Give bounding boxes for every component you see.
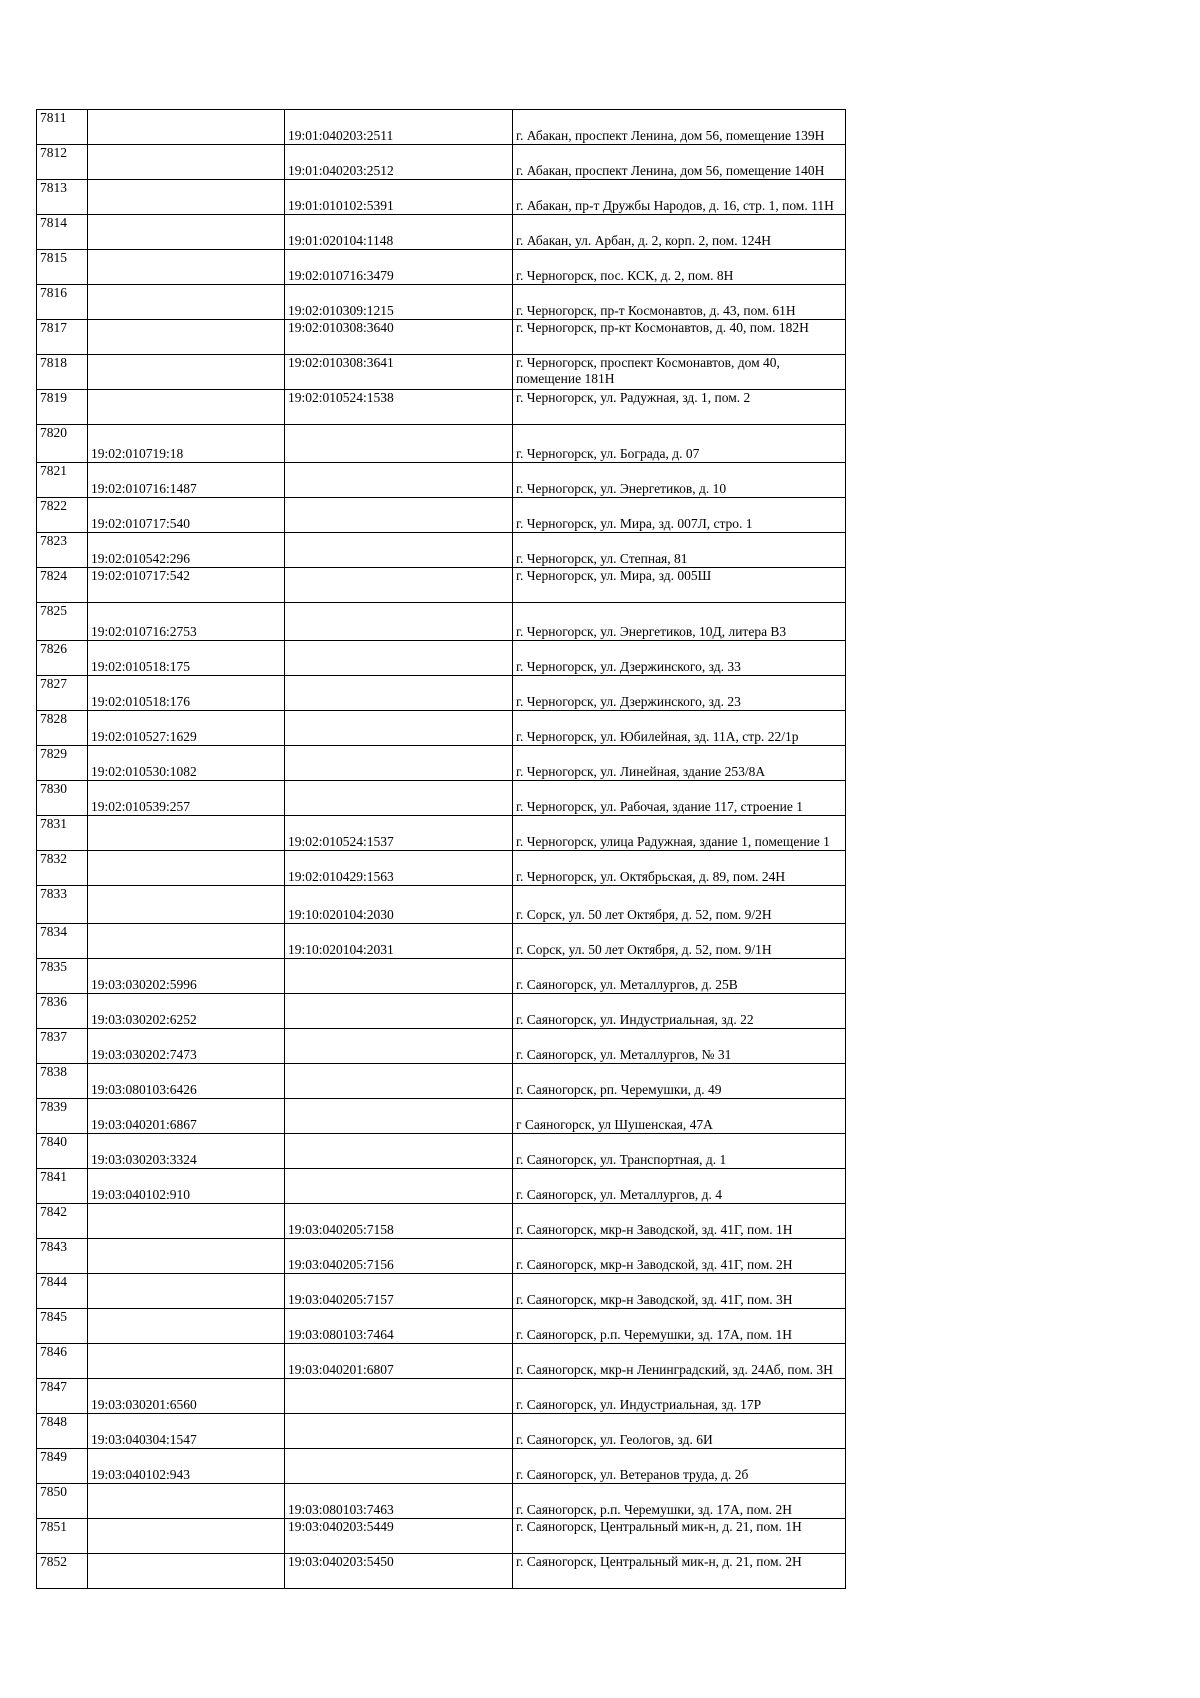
building-cadastral-number-cell: 19:10:020104:2031 bbox=[285, 924, 513, 959]
address-cell: г. Сорск, ул. 50 лет Октября, д. 52, пом. 9/2Н bbox=[513, 886, 846, 924]
row-number-cell: 7839 bbox=[37, 1099, 88, 1134]
land-cadastral-number-cell bbox=[88, 1554, 285, 1589]
row-number-cell: 7834 bbox=[37, 924, 88, 959]
table-row bbox=[37, 924, 846, 959]
row-number-cell: 7841 bbox=[37, 1169, 88, 1204]
address-cell: г. Саяногорск, мкр-н Заводской, зд. 41Г, пом. 1Н bbox=[513, 1204, 846, 1239]
row-number-cell: 7829 bbox=[37, 746, 88, 781]
table-row bbox=[37, 1029, 846, 1064]
land-cadastral-number-cell bbox=[88, 1309, 285, 1344]
address-cell: г. Черногорск, ул. Октябрьская, д. 89, пом. 24Н bbox=[513, 851, 846, 886]
address-cell: г. Саяногорск, Центральный мик-н, д. 21, пом. 2Н bbox=[513, 1554, 846, 1589]
table-row bbox=[37, 746, 846, 781]
row-number-cell: 7814 bbox=[37, 215, 88, 250]
address-cell: г. Саяногорск, ул. Металлургов, № 31 bbox=[513, 1029, 846, 1064]
land-cadastral-number-cell: 19:02:010518:176 bbox=[88, 676, 285, 711]
building-cadastral-number-cell: 19:01:040203:2511 bbox=[285, 110, 513, 145]
building-cadastral-number-cell bbox=[285, 994, 513, 1029]
building-cadastral-number-cell bbox=[285, 498, 513, 533]
address-cell: г. Абакан, проспект Ленина, дом 56, помещение 140Н bbox=[513, 145, 846, 180]
table-row bbox=[37, 568, 846, 603]
row-number-cell: 7812 bbox=[37, 145, 88, 180]
row-number-cell: 7822 bbox=[37, 498, 88, 533]
row-number-cell: 7847 bbox=[37, 1379, 88, 1414]
table-row bbox=[37, 816, 846, 851]
row-number-cell: 7813 bbox=[37, 180, 88, 215]
address-cell: г. Черногорск, ул. Бограда, д. 07 bbox=[513, 425, 846, 463]
table-row bbox=[37, 781, 846, 816]
address-cell: г. Черногорск, ул. Энергетиков, д. 10 bbox=[513, 463, 846, 498]
land-cadastral-number-cell bbox=[88, 1274, 285, 1309]
row-number-cell: 7846 bbox=[37, 1344, 88, 1379]
building-cadastral-number-cell bbox=[285, 1414, 513, 1449]
row-number-cell: 7819 bbox=[37, 390, 88, 425]
row-number-cell: 7852 bbox=[37, 1554, 88, 1589]
land-cadastral-number-cell: 19:02:010527:1629 bbox=[88, 711, 285, 746]
table-row bbox=[37, 1519, 846, 1554]
table-body bbox=[37, 110, 846, 1589]
row-number-cell: 7817 bbox=[37, 320, 88, 355]
land-cadastral-number-cell bbox=[88, 285, 285, 320]
address-cell: г. Черногорск, ул. Линейная, здание 253/8А bbox=[513, 746, 846, 781]
table-row bbox=[37, 1484, 846, 1519]
building-cadastral-number-cell: 19:01:020104:1148 bbox=[285, 215, 513, 250]
row-number-cell: 7850 bbox=[37, 1484, 88, 1519]
row-number-cell: 7826 bbox=[37, 641, 88, 676]
address-cell: г. Абакан, ул. Арбан, д. 2, корп. 2, пом. 124Н bbox=[513, 215, 846, 250]
row-number-cell: 7823 bbox=[37, 533, 88, 568]
land-cadastral-number-cell bbox=[88, 390, 285, 425]
building-cadastral-number-cell bbox=[285, 1134, 513, 1169]
row-number-cell: 7820 bbox=[37, 425, 88, 463]
land-cadastral-number-cell: 19:02:010717:542 bbox=[88, 568, 285, 603]
address-cell: г. Черногорск, ул. Радужная, зд. 1, пом. 2 bbox=[513, 390, 846, 425]
address-cell: г. Саяногорск, ул. Металлургов, д. 4 bbox=[513, 1169, 846, 1204]
row-number-cell: 7824 bbox=[37, 568, 88, 603]
land-cadastral-number-cell: 19:02:010518:175 bbox=[88, 641, 285, 676]
table-row bbox=[37, 180, 846, 215]
land-cadastral-number-cell: 19:02:010539:257 bbox=[88, 781, 285, 816]
land-cadastral-number-cell: 19:03:030202:6252 bbox=[88, 994, 285, 1029]
land-cadastral-number-cell: 19:02:010717:540 bbox=[88, 498, 285, 533]
table-row bbox=[37, 1309, 846, 1344]
building-cadastral-number-cell: 19:03:040205:7158 bbox=[285, 1204, 513, 1239]
row-number-cell: 7827 bbox=[37, 676, 88, 711]
row-number-cell: 7818 bbox=[37, 355, 88, 390]
table-row bbox=[37, 285, 846, 320]
address-cell: г. Черногорск, ул. Степная, 81 bbox=[513, 533, 846, 568]
address-cell: г. Саяногорск, р.п. Черемушки, зд. 17А, пом. 2Н bbox=[513, 1484, 846, 1519]
building-cadastral-number-cell: 19:03:040205:7157 bbox=[285, 1274, 513, 1309]
address-cell: г. Саяногорск, ул. Индустриальная, зд. 17Р bbox=[513, 1379, 846, 1414]
building-cadastral-number-cell: 19:10:020104:2030 bbox=[285, 886, 513, 924]
building-cadastral-number-cell: 19:01:040203:2512 bbox=[285, 145, 513, 180]
table-row bbox=[37, 1134, 846, 1169]
table-row bbox=[37, 959, 846, 994]
row-number-cell: 7830 bbox=[37, 781, 88, 816]
building-cadastral-number-cell bbox=[285, 711, 513, 746]
address-cell: г. Черногорск, пр-т Космонавтов, д. 43, пом. 61Н bbox=[513, 285, 846, 320]
land-cadastral-number-cell bbox=[88, 1519, 285, 1554]
row-number-cell: 7848 bbox=[37, 1414, 88, 1449]
table-row bbox=[37, 145, 846, 180]
building-cadastral-number-cell: 19:02:010308:3641 bbox=[285, 355, 513, 390]
table-row bbox=[37, 603, 846, 641]
land-cadastral-number-cell: 19:03:040102:910 bbox=[88, 1169, 285, 1204]
address-cell: г. Черногорск, ул. Энергетиков, 10Д, литера В3 bbox=[513, 603, 846, 641]
table-row bbox=[37, 1064, 846, 1099]
row-number-cell: 7835 bbox=[37, 959, 88, 994]
table-row bbox=[37, 215, 846, 250]
table-row bbox=[37, 886, 846, 924]
land-cadastral-number-cell: 19:03:030202:5996 bbox=[88, 959, 285, 994]
row-number-cell: 7837 bbox=[37, 1029, 88, 1064]
row-number-cell: 7833 bbox=[37, 886, 88, 924]
land-cadastral-number-cell bbox=[88, 320, 285, 355]
land-cadastral-number-cell bbox=[88, 1344, 285, 1379]
table-row bbox=[37, 390, 846, 425]
building-cadastral-number-cell: 19:01:010102:5391 bbox=[285, 180, 513, 215]
row-number-cell: 7821 bbox=[37, 463, 88, 498]
building-cadastral-number-cell: 19:03:040205:7156 bbox=[285, 1239, 513, 1274]
row-number-cell: 7832 bbox=[37, 851, 88, 886]
address-cell: г. Сорск, ул. 50 лет Октября, д. 52, пом. 9/1Н bbox=[513, 924, 846, 959]
table-row bbox=[37, 676, 846, 711]
row-number-cell: 7845 bbox=[37, 1309, 88, 1344]
building-cadastral-number-cell: 19:02:010524:1538 bbox=[285, 390, 513, 425]
land-cadastral-number-cell: 19:03:030202:7473 bbox=[88, 1029, 285, 1064]
table-row bbox=[37, 711, 846, 746]
building-cadastral-number-cell bbox=[285, 746, 513, 781]
building-cadastral-number-cell: 19:03:040201:6807 bbox=[285, 1344, 513, 1379]
table-row bbox=[37, 1449, 846, 1484]
row-number-cell: 7811 bbox=[37, 110, 88, 145]
address-cell: г. Черногорск, пр-кт Космонавтов, д. 40, пом. 182Н bbox=[513, 320, 846, 355]
table-row bbox=[37, 1239, 846, 1274]
building-cadastral-number-cell bbox=[285, 781, 513, 816]
address-cell: г. Черногорск, ул. Рабочая, здание 117, строение 1 bbox=[513, 781, 846, 816]
table-row bbox=[37, 1379, 846, 1414]
building-cadastral-number-cell bbox=[285, 568, 513, 603]
building-cadastral-number-cell: 19:03:080103:7464 bbox=[285, 1309, 513, 1344]
land-cadastral-number-cell bbox=[88, 355, 285, 390]
building-cadastral-number-cell: 19:02:010429:1563 bbox=[285, 851, 513, 886]
land-cadastral-number-cell: 19:02:010716:2753 bbox=[88, 603, 285, 641]
land-cadastral-number-cell: 19:03:080103:6426 bbox=[88, 1064, 285, 1099]
table-row bbox=[37, 994, 846, 1029]
building-cadastral-number-cell bbox=[285, 425, 513, 463]
table-row bbox=[37, 1414, 846, 1449]
row-number-cell: 7831 bbox=[37, 816, 88, 851]
land-cadastral-number-cell: 19:02:010542:296 bbox=[88, 533, 285, 568]
land-cadastral-number-cell: 19:02:010530:1082 bbox=[88, 746, 285, 781]
land-cadastral-number-cell: 19:03:030203:3324 bbox=[88, 1134, 285, 1169]
row-number-cell: 7816 bbox=[37, 285, 88, 320]
building-cadastral-number-cell: 19:02:010716:3479 bbox=[285, 250, 513, 285]
building-cadastral-number-cell bbox=[285, 1064, 513, 1099]
table-row bbox=[37, 533, 846, 568]
address-cell: г. Черногорск, ул. Мира, зд. 005Ш bbox=[513, 568, 846, 603]
building-cadastral-number-cell bbox=[285, 603, 513, 641]
land-cadastral-number-cell: 19:02:010716:1487 bbox=[88, 463, 285, 498]
land-cadastral-number-cell bbox=[88, 1204, 285, 1239]
address-cell: г. Черногорск, ул. Мира, зд. 007Л, стро. 1 bbox=[513, 498, 846, 533]
address-cell: г. Черногорск, ул. Юбилейная, зд. 11А, стр. 22/1р bbox=[513, 711, 846, 746]
property-table bbox=[36, 109, 846, 1589]
address-cell: г. Черногорск, проспект Космонавтов, дом 40, помещение 181Н bbox=[513, 355, 846, 390]
building-cadastral-number-cell bbox=[285, 676, 513, 711]
land-cadastral-number-cell: 19:03:040304:1547 bbox=[88, 1414, 285, 1449]
building-cadastral-number-cell bbox=[285, 1379, 513, 1414]
building-cadastral-number-cell: 19:03:040203:5450 bbox=[285, 1554, 513, 1589]
building-cadastral-number-cell bbox=[285, 533, 513, 568]
address-cell: г. Саяногорск, р.п. Черемушки, зд. 17А, пом. 1Н bbox=[513, 1309, 846, 1344]
land-cadastral-number-cell bbox=[88, 816, 285, 851]
table-row bbox=[37, 1274, 846, 1309]
land-cadastral-number-cell: 19:02:010719:18 bbox=[88, 425, 285, 463]
address-cell: г Саяногорск, ул Шушенская, 47А bbox=[513, 1099, 846, 1134]
table-row bbox=[37, 1169, 846, 1204]
table-row bbox=[37, 1554, 846, 1589]
row-number-cell: 7840 bbox=[37, 1134, 88, 1169]
building-cadastral-number-cell bbox=[285, 959, 513, 994]
building-cadastral-number-cell: 19:03:040203:5449 bbox=[285, 1519, 513, 1554]
address-cell: г. Абакан, пр-т Дружбы Народов, д. 16, стр. 1, пом. 11Н bbox=[513, 180, 846, 215]
address-cell: г. Саяногорск, Центральный мик-н, д. 21, пом. 1Н bbox=[513, 1519, 846, 1554]
row-number-cell: 7815 bbox=[37, 250, 88, 285]
row-number-cell: 7838 bbox=[37, 1064, 88, 1099]
table-row bbox=[37, 641, 846, 676]
building-cadastral-number-cell bbox=[285, 1029, 513, 1064]
address-cell: г. Саяногорск, мкр-н Ленинградский, зд. 24Аб, пом. 3Н bbox=[513, 1344, 846, 1379]
row-number-cell: 7836 bbox=[37, 994, 88, 1029]
building-cadastral-number-cell bbox=[285, 1449, 513, 1484]
address-cell: г. Саяногорск, ул. Транспортная, д. 1 bbox=[513, 1134, 846, 1169]
table-row bbox=[37, 425, 846, 463]
building-cadastral-number-cell: 19:02:010309:1215 bbox=[285, 285, 513, 320]
address-cell: г. Черногорск, пос. КСК, д. 2, пом. 8Н bbox=[513, 250, 846, 285]
land-cadastral-number-cell bbox=[88, 250, 285, 285]
table-row bbox=[37, 851, 846, 886]
address-cell: г. Саяногорск, рп. Черемушки, д. 49 bbox=[513, 1064, 846, 1099]
row-number-cell: 7828 bbox=[37, 711, 88, 746]
building-cadastral-number-cell bbox=[285, 463, 513, 498]
land-cadastral-number-cell bbox=[88, 145, 285, 180]
table-row bbox=[37, 1099, 846, 1134]
building-cadastral-number-cell bbox=[285, 641, 513, 676]
row-number-cell: 7844 bbox=[37, 1274, 88, 1309]
land-cadastral-number-cell bbox=[88, 924, 285, 959]
land-cadastral-number-cell bbox=[88, 180, 285, 215]
land-cadastral-number-cell bbox=[88, 215, 285, 250]
table-row bbox=[37, 320, 846, 355]
building-cadastral-number-cell bbox=[285, 1169, 513, 1204]
land-cadastral-number-cell bbox=[88, 1484, 285, 1519]
address-cell: г. Саяногорск, ул. Индустриальная, зд. 22 bbox=[513, 994, 846, 1029]
building-cadastral-number-cell: 19:02:010308:3640 bbox=[285, 320, 513, 355]
land-cadastral-number-cell: 19:03:040102:943 bbox=[88, 1449, 285, 1484]
table-row bbox=[37, 1344, 846, 1379]
building-cadastral-number-cell bbox=[285, 1099, 513, 1134]
land-cadastral-number-cell: 19:03:040201:6867 bbox=[88, 1099, 285, 1134]
row-number-cell: 7843 bbox=[37, 1239, 88, 1274]
table-row bbox=[37, 250, 846, 285]
address-cell: г. Черногорск, ул. Дзержинского, зд. 23 bbox=[513, 676, 846, 711]
address-cell: г. Черногорск, улица Радужная, здание 1, помещение 1 bbox=[513, 816, 846, 851]
land-cadastral-number-cell bbox=[88, 886, 285, 924]
row-number-cell: 7842 bbox=[37, 1204, 88, 1239]
land-cadastral-number-cell: 19:03:030201:6560 bbox=[88, 1379, 285, 1414]
address-cell: г. Саяногорск, ул. Ветеранов труда, д. 2б bbox=[513, 1449, 846, 1484]
row-number-cell: 7851 bbox=[37, 1519, 88, 1554]
address-cell: г. Саяногорск, мкр-н Заводской, зд. 41Г, пом. 3Н bbox=[513, 1274, 846, 1309]
table-row bbox=[37, 110, 846, 145]
row-number-cell: 7825 bbox=[37, 603, 88, 641]
land-cadastral-number-cell bbox=[88, 110, 285, 145]
table-row bbox=[37, 463, 846, 498]
land-cadastral-number-cell bbox=[88, 1239, 285, 1274]
address-cell: г. Саяногорск, ул. Металлургов, д. 25В bbox=[513, 959, 846, 994]
building-cadastral-number-cell: 19:02:010524:1537 bbox=[285, 816, 513, 851]
land-cadastral-number-cell bbox=[88, 851, 285, 886]
address-cell: г. Черногорск, ул. Дзержинского, зд. 33 bbox=[513, 641, 846, 676]
address-cell: г. Абакан, проспект Ленина, дом 56, помещение 139Н bbox=[513, 110, 846, 145]
row-number-cell: 7849 bbox=[37, 1449, 88, 1484]
table-row bbox=[37, 1204, 846, 1239]
building-cadastral-number-cell: 19:03:080103:7463 bbox=[285, 1484, 513, 1519]
address-cell: г. Саяногорск, ул. Геологов, зд. 6И bbox=[513, 1414, 846, 1449]
table-row bbox=[37, 355, 846, 390]
table-row bbox=[37, 498, 846, 533]
address-cell: г. Саяногорск, мкр-н Заводской, зд. 41Г, пом. 2Н bbox=[513, 1239, 846, 1274]
